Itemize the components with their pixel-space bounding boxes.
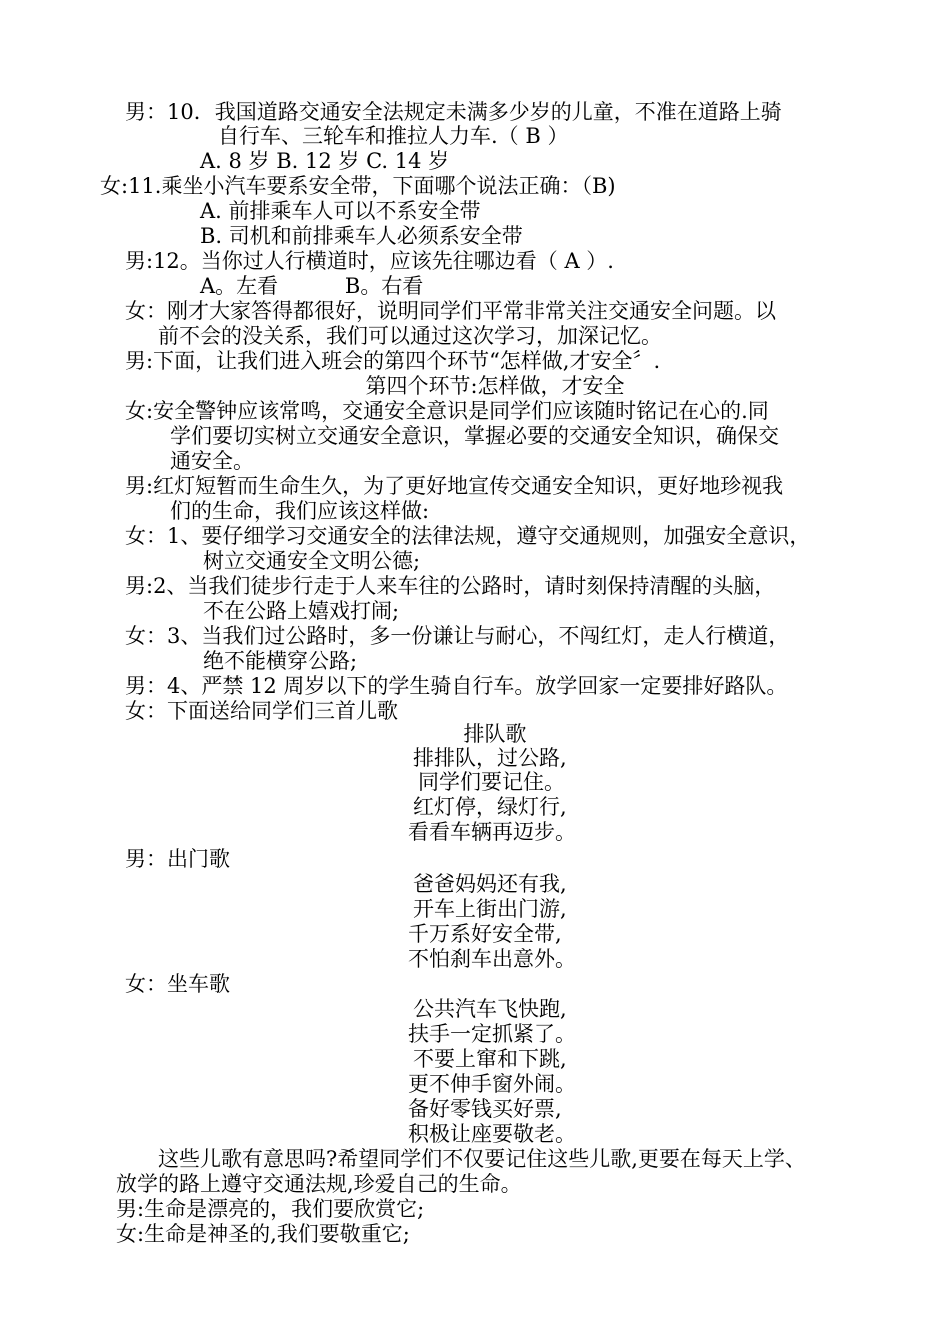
text-line: 女：1、要仔细学习交通安全的法律法规，遵守交通规则，加强安全意识， — [125, 524, 811, 548]
poem-line: 同学们要记住。 — [418, 770, 565, 794]
text-line: 自行车、三轮车和推拉人力车.（ B ） — [218, 124, 569, 148]
text-line: B. 司机和前排乘车人必须系安全带 — [200, 224, 523, 248]
poem-line: 千万系好安全带, — [408, 922, 562, 946]
text-line: A。左看 B。右看 — [200, 274, 424, 298]
text-line: 女：下面送给同学们三首儿歌 — [125, 699, 398, 723]
poem-line: 看看车辆再迈步。 — [408, 820, 576, 844]
poem-line: 红灯停，绿灯行, — [413, 795, 567, 819]
text-line: 男:2、当我们徒步行走于人来车往的公路时，请时刻保持清醒的头脑， — [125, 574, 776, 598]
text-line: 男：4、严禁 12 周岁以下的学生骑自行车。放学回家一定要排好路队。 — [125, 674, 788, 698]
poem-title: 女：坐车歌 — [125, 972, 230, 996]
text-line: 男:生命是漂亮的，我们要欣赏它; — [116, 1197, 425, 1221]
poem-line: 扶手一定抓紧了。 — [408, 1022, 576, 1046]
poem-line: 公共汽车飞快跑, — [413, 997, 567, 1021]
poem-line: 更不伸手窗外闹。 — [408, 1072, 576, 1096]
text-line: 不在公路上嬉戏打闹; — [203, 599, 400, 623]
text-line: 女:安全警钟应该常鸣，交通安全意识是同学们应该随时铭记在心的.同 — [125, 399, 769, 423]
text-line: 前不会的没关系，我们可以通过这次学习，加深记忆。 — [158, 324, 662, 348]
text-line: 这些儿歌有意思吗?希望同学们不仅要记住这些儿歌,更要在每天上学、 — [158, 1147, 806, 1171]
text-line: 绝不能横穿公路; — [203, 649, 358, 673]
section-heading: 第四个环节:怎样做，才安全 — [365, 374, 625, 398]
text-line: 放学的路上遵守交通法规,珍爱自己的生命。 — [116, 1172, 522, 1196]
poem-line: 不怕刹车出意外。 — [408, 947, 576, 971]
poem-line: 积极让座要敬老。 — [408, 1122, 576, 1146]
text-line: 树立交通安全文明公德; — [203, 549, 421, 573]
text-line: 通安全。 — [170, 449, 254, 473]
text-line: 女:生命是神圣的,我们要敬重它; — [116, 1222, 410, 1246]
text-line: 女：刚才大家答得都很好，说明同学们平常非常关注交通安全问题。以 — [125, 299, 776, 323]
text-line: 男:12。当你过人行横道时，应该先往哪边看（ A ）. — [125, 249, 614, 273]
text-line: 学们要切实树立交通安全意识，掌握必要的交通安全知识，确保交 — [170, 424, 779, 448]
text-line: 男：10．我国道路交通安全法规定未满多少岁的儿童，不准在道路上骑 — [125, 100, 782, 124]
text-line: A. 8 岁 B. 12 岁 C. 14 岁 — [200, 149, 450, 173]
text-line: 们的生命，我们应该这样做: — [170, 499, 430, 523]
poem-title: 排队歌 — [463, 722, 527, 746]
text-line: A. 前排乘车人可以不系安全带 — [200, 199, 481, 223]
poem-line: 开车上街出门游, — [413, 897, 567, 921]
text-line: 男:红灯短暂而生命生久，为了更好地宣传交通安全知识，更好地珍视我 — [125, 474, 784, 498]
text-line: 女:11.乘坐小汽车要系安全带，下面哪个说法正确：（B) — [100, 174, 616, 198]
poem-title: 男：出门歌 — [125, 847, 230, 871]
poem-line: 爸爸妈妈还有我, — [413, 872, 567, 896]
poem-line: 不要上窜和下跳, — [413, 1047, 567, 1071]
poem-line: 排排队，过公路, — [413, 746, 567, 770]
text-line: 女：3、当我们过公路时，多一份谦让与耐心，不闯红灯，走人行横道， — [125, 624, 790, 648]
poem-line: 备好零钱买好票, — [408, 1097, 562, 1121]
text-line: 男:下面，让我们进入班会的第四个环节“怎样做,才安全〞. — [125, 349, 661, 373]
